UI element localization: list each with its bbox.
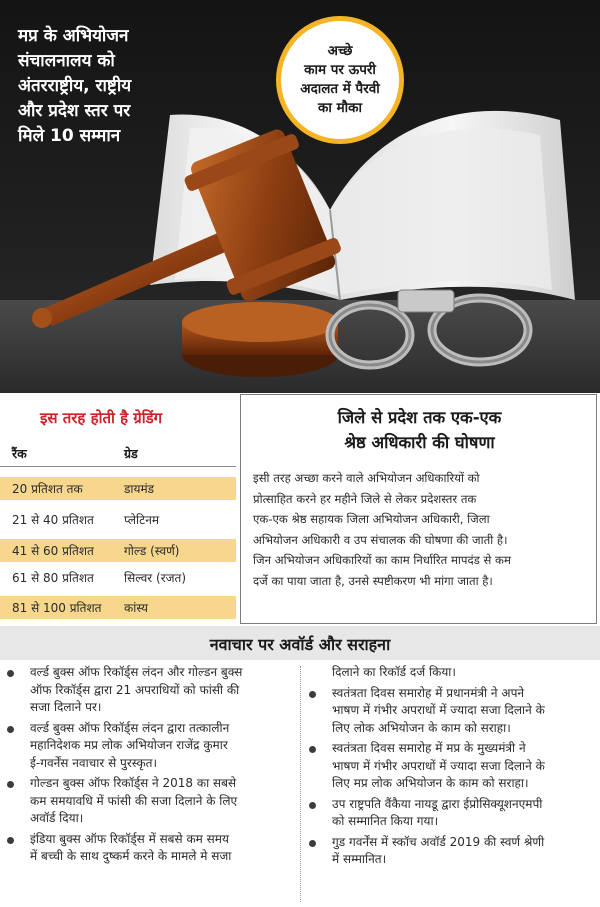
announcement-body-line: प्रोत्साहित करने हर महीने जिले से लेकर प्रदेशस्तर तक: [253, 491, 477, 506]
award-line: वर्ल्ड बुक्स ऑफ रिकॉर्ड्स लंदन द्वारा तत्कालीन: [30, 720, 230, 735]
highlight-badge: [276, 16, 404, 144]
grade-cell: सिल्वर (रजत): [124, 571, 187, 585]
awards-right-column: [306, 664, 596, 872]
grade-cell: गोल्ड (स्वर्ण): [124, 544, 180, 558]
grade-header: ग्रेड: [124, 446, 138, 461]
award-line: इंडिया बुक्स ऑफ रिकॉर्ड्स में सबसे कम समय: [30, 831, 229, 846]
award-line: स्वतंत्रता दिवस समारोह में मप्र के मुख्यमंत्री ने: [332, 741, 526, 755]
hero-headline-line: मिले 10 सम्मान: [18, 126, 121, 146]
award-line: गोल्डन बुक्स ऑफ रिकॉर्ड्स ने 2018 का सबसे: [30, 776, 237, 790]
bullet-icon: [7, 837, 14, 844]
award-line: ऑफ रिकॉर्ड्स द्वारा 21 अपराधियों को फांसी की: [30, 682, 240, 697]
bullet-icon: [309, 691, 316, 698]
badge-line: काम पर ऊपरी: [304, 62, 376, 78]
award-line: को सम्मानित किया गया।: [332, 814, 439, 828]
award-line: ई-गवर्नेंस नवाचार से पुरस्कृत।: [30, 755, 158, 770]
award-line: अवॉर्ड दिया।: [30, 811, 84, 825]
announcement-body-line: जिन अभियोजन अधिकारियों का काम निर्धारित मापदंड से कम: [253, 553, 511, 567]
hero-headline-line: अंतरराष्ट्रीय, राष्ट्रीय: [18, 76, 132, 96]
rank-cell: 81 से 100 प्रतिशत: [12, 601, 102, 615]
badge-line: का मौका: [318, 100, 362, 116]
award-item-continuation: [306, 664, 596, 682]
announcement-title: [241, 405, 598, 455]
grading-header-row: [0, 440, 236, 467]
award-line: महानिदेशक मप्र लोक अभियोजन राजेंद्र कुमार: [30, 738, 228, 752]
announcement-title-line: जिले से प्रदेश तक एक-एक: [337, 408, 502, 427]
column-divider: [300, 666, 301, 902]
grading-row: [0, 566, 236, 589]
grade-cell: डायमंड: [124, 482, 155, 496]
grading-title: इस तरह होती है ग्रेडिंग: [40, 409, 163, 427]
grade-cell: कांस्य: [124, 601, 148, 615]
grading-row: [0, 539, 236, 562]
awards-header-band: [0, 626, 600, 660]
hero-headline-line: मप्र के अभियोजन: [18, 26, 129, 46]
awards-left-column: [4, 664, 296, 869]
grading-row: [0, 508, 236, 531]
hero-headline-line: और प्रदेश स्तर पर: [18, 101, 131, 121]
rank-cell: 61 से 80 प्रतिशत: [12, 571, 94, 585]
bullet-icon: [7, 670, 14, 677]
bullet-icon: [309, 802, 316, 809]
award-line: लिए लोक अभियोजन के काम को सराहा।: [332, 720, 511, 735]
award-item: [4, 775, 296, 828]
rank-cell: 20 प्रतिशत तक: [12, 482, 83, 496]
award-line: दिलाने का रिकॉर्ड दर्ज किया।: [332, 665, 456, 679]
award-line: लिए मप्र लोक अभियोजन के काम को सराहा।: [332, 776, 529, 790]
award-item: [4, 831, 296, 866]
award-line: उप राष्ट्रपति वैंकैया नायडू द्वारा ईप्रोसिक्यूशनएमपी: [332, 796, 543, 811]
bullet-icon: [309, 840, 316, 847]
rank-cell: 41 से 60 प्रतिशत: [12, 544, 94, 558]
announcement-body-line: इसी तरह अच्छा करने वाले अभियोजन अधिकारियों को: [253, 471, 480, 485]
award-line: भाषण में गंभीर अपराधों में ज्यादा सजा दिलाने के: [332, 703, 545, 717]
announcement-body: [253, 468, 591, 591]
announcement-box: [240, 394, 597, 624]
hero-headline: [18, 24, 218, 149]
bullet-icon: [309, 746, 316, 753]
award-line: सजा दिलाने पर।: [30, 700, 102, 714]
bullet-icon: [7, 781, 14, 788]
award-item: [4, 720, 296, 773]
grade-cell: प्लेटिनम: [124, 513, 160, 527]
award-line: में बच्ची के साथ दुष्कर्म करने के मामले मे सजा: [30, 849, 232, 863]
badge-line: अदालत में पैरवी: [300, 81, 380, 97]
award-item: [306, 796, 596, 831]
award-item: [4, 664, 296, 717]
award-line: भाषण में गंभीर अपराधों में ज्यादा सजा दिलाने के: [332, 758, 545, 773]
badge-line: अच्छे: [327, 43, 353, 59]
announcement-body-line: एक-एक श्रेष्ठ सहायक जिला अभियोजन अधिकारी, जिला: [253, 512, 490, 526]
grading-row: [0, 477, 236, 500]
rank-header: रैंक: [12, 446, 27, 461]
award-line: स्वतंत्रता दिवस समारोह में प्रधानमंत्री ने अपने: [332, 685, 525, 700]
award-item: [306, 685, 596, 738]
announcement-body-line: अभियोजन अधिकारी व उप संचालक की घोषणा की जाती है।: [253, 532, 508, 547]
award-line: गुड गवर्नेंस में स्कॉच अवॉर्ड 2019 की स्वर्ण श्रेणी: [332, 834, 545, 849]
award-item: [306, 740, 596, 793]
announcement-body-line: दर्जे का पाया जाता है, उनसे स्पष्टीकरण भी मांगा जाता है।: [253, 573, 493, 588]
award-line: में सम्मानित।: [332, 852, 387, 866]
grading-table: [0, 394, 238, 622]
award-item: [306, 834, 596, 869]
announcement-title-line: श्रेष्ठ अधिकारी की घोषणा: [344, 433, 495, 452]
award-line: कम समयावधि में फांसी की सजा दिलाने के लिए: [30, 793, 238, 808]
award-line: वर्ल्ड बुक्स ऑफ रिकॉर्ड्स लंदन और गोल्डन बुक्स: [30, 665, 243, 679]
grading-row: [0, 596, 236, 619]
awards-title: नवाचार पर अवॉर्ड और सराहना: [209, 635, 391, 654]
hero-image: [0, 0, 600, 393]
hero-headline-line: संचालनालय को: [18, 51, 115, 71]
bullet-icon: [7, 726, 14, 733]
rank-cell: 21 से 40 प्रतिशत: [12, 513, 94, 527]
